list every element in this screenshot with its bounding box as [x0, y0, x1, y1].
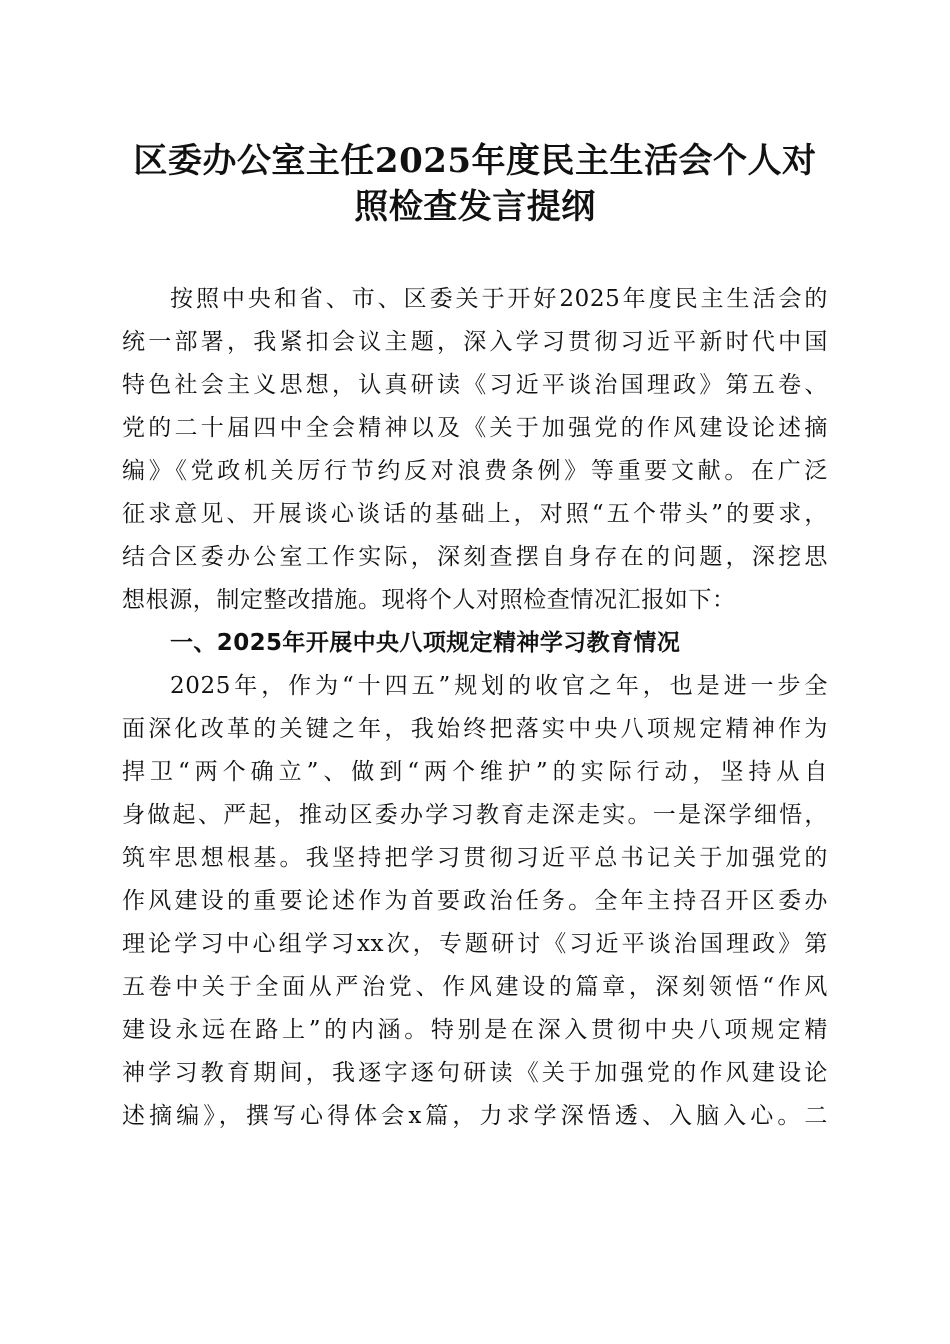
- paragraph-line: 征求意见、开展谈心谈话的基础上，对照“五个带头”的要求，: [122, 501, 828, 527]
- paragraph-line: 五卷中关于全面从严治党、作风建设的篇章，深刻领悟“作风: [122, 974, 828, 1000]
- paragraph-line: 特色社会主义思想，认真研读《习近平谈治国理政》第五卷、: [122, 372, 828, 398]
- paragraph-line: 面深化改革的关键之年，我始终把落实中央八项规定精神作为: [122, 716, 828, 742]
- title-line-2: 照检查发言提纲: [354, 187, 596, 227]
- paragraph-line: 捍卫“两个确立”、做到“两个维护”的实际行动，坚持从自: [122, 759, 828, 785]
- intro-paragraph: [122, 278, 828, 622]
- paragraph-line: 结合区委办公室工作实际，深刻查摆自身存在的问题，深挖思: [122, 544, 828, 570]
- paragraph-line: 理论学习中心组学习xx次，专题研讨《习近平谈治国理政》第: [122, 931, 828, 957]
- paragraph-line: 想根源，制定整改措施。现将个人对照检查情况汇报如下：: [122, 587, 736, 613]
- paragraph-line: 2025年，作为“十四五”规划的收官之年，也是进一步全: [170, 673, 828, 699]
- paragraph-line: 作风建设的重要论述作为首要政治任务。全年主持召开区委办: [122, 888, 828, 914]
- paragraph-line: 身做起、严起，推动区委办学习教育走深走实。一是深学细悟，: [122, 802, 828, 828]
- paragraph-line: 述摘编》，撰写心得体会x篇，力求学深悟透、入脑入心。二: [122, 1103, 828, 1129]
- title-line-1: 区委办公室主任2025年度民主生活会个人对: [133, 141, 817, 181]
- section-heading: 一、2025年开展中央八项规定精神学习教育情况: [170, 630, 681, 656]
- paragraph-line: 筑牢思想根基。我坚持把学习贯彻习近平总书记关于加强党的: [122, 845, 828, 871]
- paragraph-line: 神学习教育期间，我逐字逐句研读《关于加强党的作风建设论: [122, 1060, 828, 1086]
- paragraph-line: 按照中央和省、市、区委关于开好2025年度民主生活会的: [170, 286, 828, 312]
- paragraph-line: 党的二十届四中全会精神以及《关于加强党的作风建设论述摘: [122, 415, 828, 441]
- paragraph-line: 编》《党政机关厉行节约反对浪费条例》等重要文献。在广泛: [122, 458, 828, 484]
- paragraph-line: 建设永远在路上”的内涵。特别是在深入贯彻中央八项规定精: [122, 1017, 828, 1043]
- paragraph-line: 统一部署，我紧扣会议主题，深入学习贯彻习近平新时代中国: [122, 329, 828, 355]
- document-title: [100, 138, 850, 230]
- section-paragraph: [122, 665, 828, 1138]
- document-body: [122, 278, 828, 1138]
